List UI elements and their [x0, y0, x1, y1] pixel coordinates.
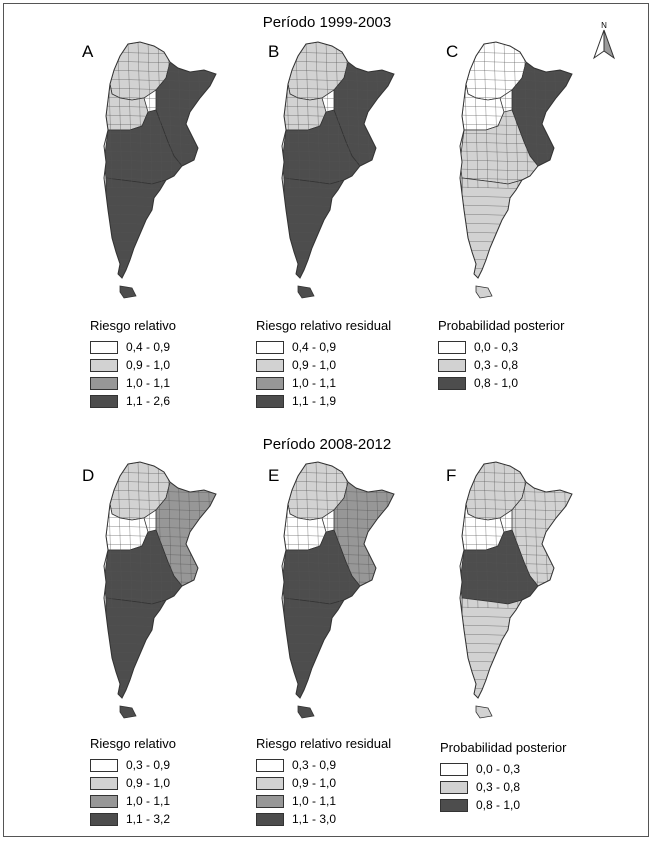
- legend-f: [440, 740, 566, 814]
- legend-item: [256, 774, 391, 792]
- region-south: [106, 598, 166, 698]
- legend-item: [438, 374, 564, 392]
- legend-label: 0,4 - 0,9: [126, 340, 171, 354]
- panel-letter-f: F: [446, 466, 457, 485]
- panel-letter-e: E: [268, 466, 280, 485]
- legend-swatch: [90, 795, 118, 808]
- legend-title: Riesgo relativo: [90, 318, 176, 333]
- legend-swatch: [440, 763, 468, 776]
- legend-swatch: [440, 799, 468, 812]
- region-south: [462, 178, 522, 278]
- legend-item: [90, 774, 176, 792]
- legend-label: 0,3 - 0,9: [292, 758, 337, 772]
- legend-item: [440, 778, 566, 796]
- legend-title: Riesgo relativo residual: [256, 736, 392, 751]
- choropleth-map-f: [438, 458, 598, 720]
- legend-item: [256, 356, 391, 374]
- legend-label: 0,3 - 0,8: [476, 780, 521, 794]
- legend-item: [256, 338, 391, 356]
- choropleth-map-d: [82, 458, 242, 720]
- legend-label: 1,0 - 1,1: [126, 376, 171, 390]
- choropleth-map-b: [260, 38, 420, 300]
- legend-title: Probabilidad posterior: [438, 318, 565, 333]
- legend-item: [90, 392, 176, 410]
- region-tierra-del-fuego: [120, 706, 136, 718]
- legend-swatch: [90, 395, 118, 408]
- legend-label: 0,0 - 0,3: [474, 340, 519, 354]
- legend-item: [256, 374, 391, 392]
- legend-title: Riesgo relativo: [90, 736, 176, 751]
- legend-swatch: [90, 359, 118, 372]
- panel-letter-b: B: [268, 42, 280, 61]
- legend-label: 1,0 - 1,1: [126, 794, 171, 808]
- legend-label: 0,8 - 1,0: [474, 376, 519, 390]
- legend-item: [438, 338, 564, 356]
- legend-item: [90, 756, 176, 774]
- legend-swatch: [90, 377, 118, 390]
- legend-label: 1,1 - 3,0: [292, 812, 337, 826]
- legend-title: Riesgo relativo residual: [256, 318, 392, 333]
- legend-label: 1,0 - 1,1: [292, 376, 337, 390]
- legend-label: 1,1 - 2,6: [126, 394, 171, 408]
- legend-label: 0,3 - 0,8: [474, 358, 519, 372]
- legend-swatch: [256, 777, 284, 790]
- choropleth-map-e: [260, 458, 420, 720]
- legend-item: [256, 392, 391, 410]
- legend-label: 0,3 - 0,9: [126, 758, 171, 772]
- legend-swatch: [440, 781, 468, 794]
- region-tierra-del-fuego: [120, 286, 136, 298]
- legend-a: [90, 318, 176, 410]
- legend-title: Probabilidad posterior: [440, 740, 567, 755]
- legend-swatch: [256, 377, 284, 390]
- legend-d: [90, 736, 176, 828]
- region-south: [284, 598, 344, 698]
- region-tierra-del-fuego: [298, 706, 314, 718]
- legend-label: 0,8 - 1,0: [476, 798, 521, 812]
- legend-label: 0,9 - 1,0: [292, 358, 337, 372]
- legend-b: [256, 318, 391, 410]
- legend-item: [440, 760, 566, 778]
- legend-swatch: [90, 759, 118, 772]
- legend-item: [90, 810, 176, 828]
- legend-swatch: [256, 795, 284, 808]
- legend-swatch: [256, 813, 284, 826]
- region-south: [462, 598, 522, 698]
- legend-item: [256, 756, 391, 774]
- legend-label: 0,9 - 1,0: [126, 358, 171, 372]
- legend-swatch: [90, 777, 118, 790]
- legend-item: [438, 356, 564, 374]
- period-title-2: Período 2008-2012: [262, 436, 392, 453]
- period-title-1: Período 1999-2003: [262, 14, 392, 31]
- panel-letter-d: D: [82, 466, 95, 485]
- legend-label: 0,4 - 0,9: [292, 340, 337, 354]
- legend-label: 1,1 - 1,9: [292, 394, 337, 408]
- region-tierra-del-fuego: [476, 286, 492, 298]
- legend-item: [440, 796, 566, 814]
- legend-swatch: [438, 341, 466, 354]
- choropleth-map-a: [82, 38, 242, 300]
- legend-e: [256, 736, 391, 828]
- region-south: [106, 178, 166, 278]
- legend-swatch: [256, 395, 284, 408]
- legend-c: [438, 318, 564, 392]
- legend-label: 0,9 - 1,0: [126, 776, 171, 790]
- legend-label: 1,1 - 3,2: [126, 812, 171, 826]
- legend-item: [256, 792, 391, 810]
- panel-letter-c: C: [446, 42, 459, 61]
- legend-swatch: [256, 759, 284, 772]
- choropleth-map-c: [438, 38, 598, 300]
- legend-item: [256, 810, 391, 828]
- legend-label: 0,0 - 0,3: [476, 762, 521, 776]
- legend-item: [90, 338, 176, 356]
- north-label: N: [601, 21, 607, 30]
- region-south: [284, 178, 344, 278]
- legend-label: 0,9 - 1,0: [292, 776, 337, 790]
- legend-label: 1,0 - 1,1: [292, 794, 337, 808]
- legend-swatch: [256, 359, 284, 372]
- legend-swatch: [438, 359, 466, 372]
- panel-letter-a: A: [82, 42, 94, 61]
- region-tierra-del-fuego: [298, 286, 314, 298]
- legend-item: [90, 792, 176, 810]
- legend-item: [90, 356, 176, 374]
- legend-swatch: [256, 341, 284, 354]
- legend-item: [90, 374, 176, 392]
- legend-swatch: [90, 813, 118, 826]
- region-tierra-del-fuego: [476, 706, 492, 718]
- legend-swatch: [90, 341, 118, 354]
- legend-swatch: [438, 377, 466, 390]
